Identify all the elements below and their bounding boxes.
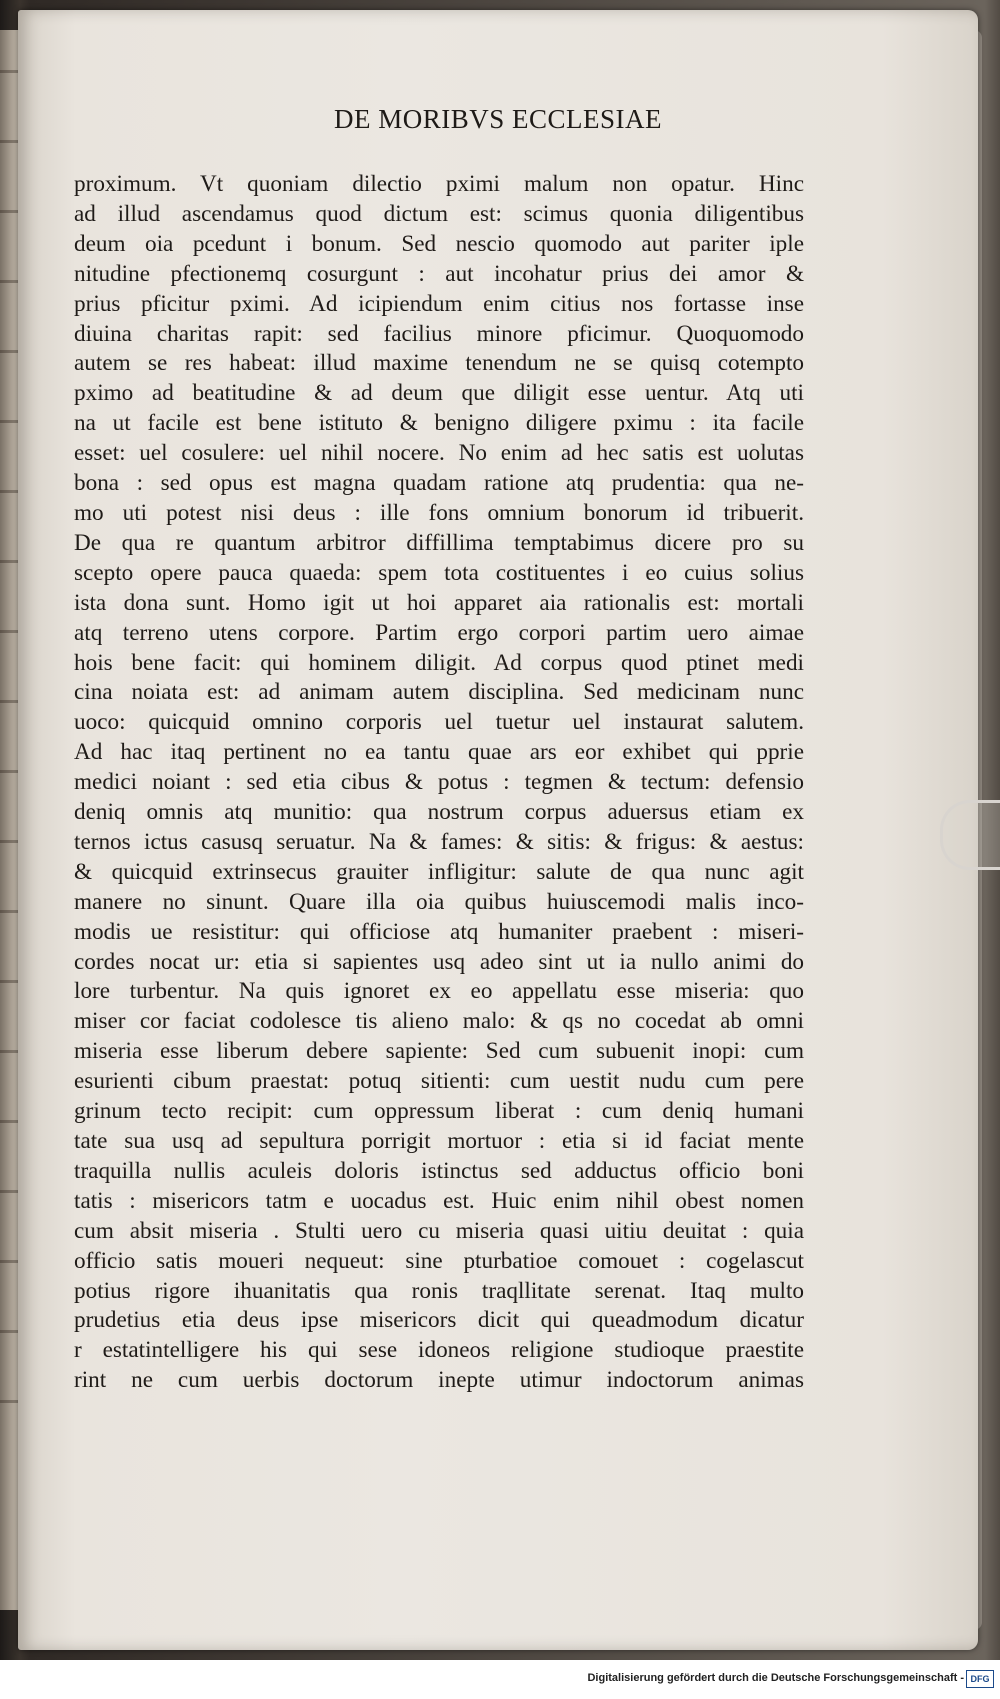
text-line: atq terreno utens corpore. Partim ergo corpori partim uero aimae bbox=[74, 619, 804, 646]
text-line: grinum tecto recipit: cum oppressum liberat : cum deniq humani bbox=[74, 1098, 804, 1125]
text-line: deum oia pcedunt i bonum. Sed nescio quomodo aut pariter iple bbox=[74, 230, 804, 257]
running-head: DE MORIBVS ECCLESIAE bbox=[333, 104, 662, 134]
text-line: tate sua usq ad sepultura porrigit mortuor : etia si id faciat mente bbox=[74, 1128, 804, 1154]
text-line: scepto opere pauca quaeda: spem tota costituentes i eo cuius solius bbox=[74, 559, 804, 586]
page-clip bbox=[940, 800, 1000, 870]
dfg-logo-icon: DFG bbox=[966, 1670, 994, 1688]
text-line: nitudine pfectionemq cosurgunt : aut incohatur prius dei amor & bbox=[74, 260, 804, 287]
text-line: ista dona sunt. Homo igit ut hoi apparet aia rationalis est: mortali bbox=[74, 589, 804, 616]
body-text bbox=[74, 170, 804, 1396]
text-line: uoco: quicquid omnino corporis uel tuetur uel instaurat salutem. bbox=[74, 709, 804, 736]
text-line: na ut facile est bene istituto & benigno diligere pximu : ita facile bbox=[74, 410, 804, 437]
text-line: & quicquid extrinsecus grauiter infligitur: salute de qua nunc agit bbox=[74, 858, 804, 885]
text-line: cina noiata est: ad animam autem disciplina. Sed medicinam nunc bbox=[74, 679, 804, 706]
text-line: cum absit miseria . Stulti uero cu miseria quasi uitiu deuitat : quia bbox=[74, 1217, 804, 1244]
text-line: cordes nocat ur: etia si sapientes usq adeo sint ut ia nullo animi do bbox=[74, 948, 804, 975]
text-line: mo uti potest nisi deus : ille fons omnium bonorum id tribuerit. bbox=[74, 499, 804, 526]
text-line: proximum. Vt quoniam dilectio pximi malum non opatur. Hinc bbox=[74, 171, 804, 197]
text-line: rint ne cum uerbis doctorum inepte utimur indoctorum animas bbox=[74, 1367, 804, 1394]
text-line: diuina charitas rapit: sed facilius minore pficimur. Quoquomodo bbox=[74, 320, 804, 347]
text-line: autem se res habeat: illud maxime tenendum ne se quisq cotempto bbox=[74, 350, 804, 377]
text-line: traquilla nullis aculeis doloris istinctus sed adductus officio boni bbox=[74, 1157, 804, 1184]
text-line: De qua re quantum arbitror diffillima temptabimus dicere pro su bbox=[74, 529, 804, 556]
text-line: tatis : misericors tatm e uocadus est. Huic enim nihil obest nomen bbox=[74, 1187, 804, 1214]
text-line: pximo ad beatitudine & ad deum que diligit esse uentur. Atq uti bbox=[74, 380, 804, 407]
book-page bbox=[18, 10, 978, 1650]
text-line: lore turbentur. Na quis ignoret ex eo appellatu esse miseria: quo bbox=[74, 978, 804, 1005]
text-line: hois bene facit: qui hominem diligit. Ad corpus quod ptinet medi bbox=[74, 649, 804, 676]
text-line: esset: uel cosulere: uel nihil nocere. No enim ad hec satis est uolutas bbox=[74, 440, 804, 467]
text-line: r estatintelligere his qui sese idoneos religione studioque praestite bbox=[74, 1337, 804, 1364]
text-line: officio satis moueri nequeut: sine pturbatioe comouet : cogelascut bbox=[74, 1247, 804, 1274]
text-line: manere no sinunt. Quare illa oia quibus huiuscemodi malis inco- bbox=[74, 888, 804, 915]
text-line: ad illud ascendamus quod dictum est: scimus quonia diligentibus bbox=[74, 200, 804, 227]
text-line: bona : sed opus est magna quadam ratione atq prudentia: qua ne- bbox=[74, 470, 804, 497]
text-line: medici noiant : sed etia cibus & potus : tegmen & tectum: defensio bbox=[74, 769, 804, 796]
text-line: miseria esse liberum debere sapiente: Sed cum subuenit inopi: cum bbox=[74, 1038, 804, 1065]
footer-bar bbox=[0, 1660, 1000, 1699]
funding-credit: Digitalisierung gefördert durch die Deutsche Forschungsgemeinschaft - bbox=[587, 1672, 964, 1684]
text-line: ternos ictus casusq seruatur. Na & fames: & sitis: & frigus: & aestus: bbox=[74, 828, 804, 855]
text-line: esurienti cibum praestat: potuq sitienti: cum uestit nudu cum pere bbox=[74, 1068, 804, 1095]
text-line: modis ue resistitur: qui officiose atq humaniter praebent : miseri- bbox=[74, 918, 804, 945]
text-line: potius rigore ihuanitatis qua ronis traqllitate serenat. Itaq multo bbox=[74, 1277, 804, 1304]
text-line: deniq omnis atq munitio: qua nostrum corpus aduersus etiam ex bbox=[74, 799, 804, 826]
text-line: prius pficitur pximi. Ad icipiendum enim citius nos fortasse inse bbox=[74, 290, 804, 317]
text-line: miser cor faciat codolesce tis alieno malo: & qs no cocedat ab omni bbox=[74, 1008, 804, 1035]
text-line: prudetius etia deus ipse misericors dicit qui queadmodum dicatur bbox=[74, 1307, 804, 1334]
text-line: Ad hac itaq pertinent no ea tantu quae ars eor exhibet qui pprie bbox=[74, 739, 804, 766]
